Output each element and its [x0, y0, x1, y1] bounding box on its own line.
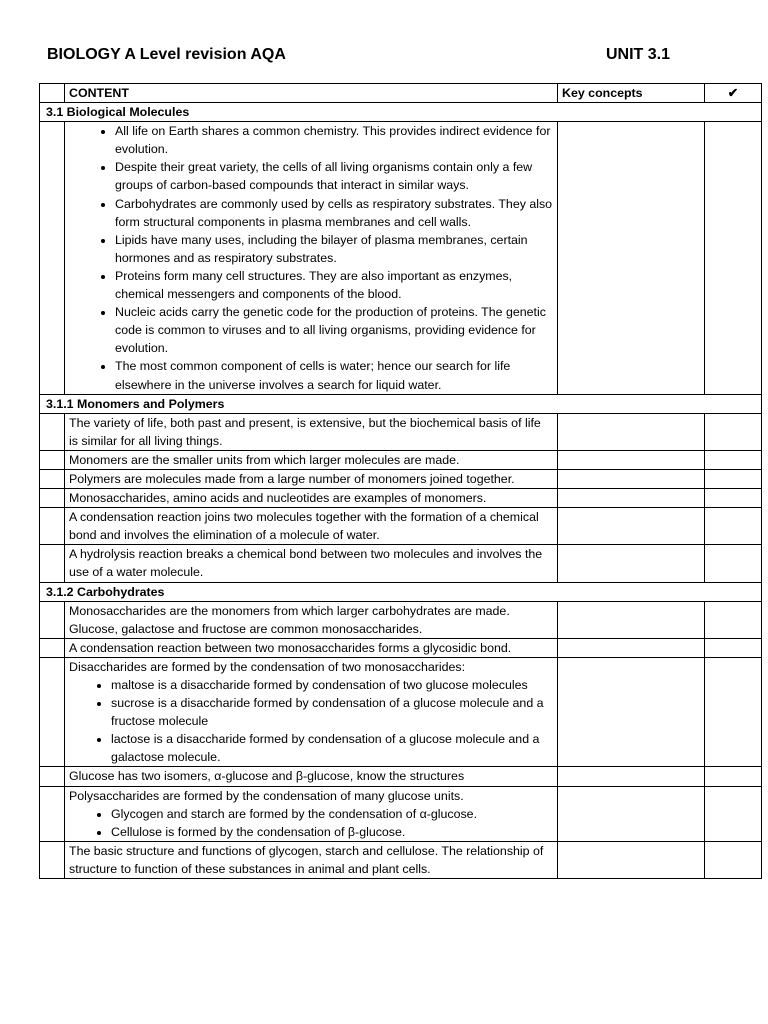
- content-cell: A condensation reaction between two monosaccharides forms a glycosidic bond.: [65, 638, 558, 657]
- table-row: [40, 450, 762, 469]
- header-key-concepts: Key concepts: [558, 84, 705, 103]
- content-cell: Monosaccharides, amino acids and nucleotides are examples of monomers.: [65, 489, 558, 508]
- list-item: • Lipids have many uses, including the bilayer of plasma membranes, certain hormones and as respiratory substrates.: [115, 231, 553, 267]
- section-title: 3.1 Biological Molecules: [40, 103, 762, 122]
- list-item: • Proteins form many cell structures. They are also important as enzymes, chemical messengers and components of the blood.: [115, 267, 553, 303]
- check-cell[interactable]: [705, 508, 762, 545]
- list-item: • Glycogen and starch are formed by the condensation of α-glucose.: [111, 805, 553, 823]
- key-concepts-cell[interactable]: [558, 545, 705, 582]
- content-cell: A hydrolysis reaction breaks a chemical bond between two molecules and involves the use of a water molecule.: [65, 545, 558, 582]
- table-row: [40, 122, 762, 394]
- list-item: • lactose is a disaccharide formed by condensation of a glucose molecule and a galactose molecule.: [111, 730, 553, 766]
- check-cell[interactable]: [705, 767, 762, 786]
- key-concepts-cell[interactable]: [558, 122, 705, 394]
- key-concepts-cell[interactable]: [558, 638, 705, 657]
- table-row: [40, 767, 762, 786]
- check-cell[interactable]: [705, 601, 762, 638]
- table-row: [40, 786, 762, 841]
- unit-label: UNIT 3.1: [606, 46, 671, 63]
- key-concepts-cell[interactable]: [558, 469, 705, 488]
- disaccharide-intro: Disaccharides are formed by the condensation of two monosaccharides:: [69, 659, 466, 674]
- content-cell: The basic structure and functions of glycogen, starch and cellulose. The relationship of structure to function of these substances in animal and plant cells.: [65, 841, 558, 878]
- list-item: • Nucleic acids carry the genetic code for the production of proteins. The genetic code is common to viruses and to all living organisms, providing evidence for evolution.: [115, 303, 553, 357]
- polysaccharide-intro: Polysaccharides are formed by the condensation of many glucose units.: [69, 788, 464, 803]
- revision-table: [39, 83, 762, 879]
- check-cell[interactable]: [705, 469, 762, 488]
- list-item: • All life on Earth shares a common chemistry. This provides indirect evidence for evolution.: [115, 122, 553, 158]
- check-cell[interactable]: [705, 545, 762, 582]
- table-row: [40, 657, 762, 767]
- check-cell[interactable]: [705, 413, 762, 450]
- list-item: • Cellulose is formed by the condensation of β-glucose.: [111, 823, 553, 841]
- key-concepts-cell[interactable]: [558, 450, 705, 469]
- check-cell[interactable]: [705, 638, 762, 657]
- content-cell: [65, 657, 558, 767]
- list-item: • maltose is a disaccharide formed by condensation of two glucose molecules: [111, 676, 553, 694]
- table-row: [40, 413, 762, 450]
- check-cell[interactable]: [705, 450, 762, 469]
- check-cell[interactable]: [705, 122, 762, 394]
- key-concepts-cell[interactable]: [558, 508, 705, 545]
- section-title: 3.1.1 Monomers and Polymers: [40, 394, 762, 413]
- header-content: CONTENT: [65, 84, 558, 103]
- key-concepts-cell[interactable]: [558, 657, 705, 767]
- list-item: • The most common component of cells is water; hence our search for life elsewhere in the universe involves a search for liquid water.: [115, 357, 553, 393]
- list-item: • Carbohydrates are commonly used by cells as respiratory substrates. They also form structural components in plasma membranes and cell walls.: [115, 195, 553, 231]
- key-concepts-cell[interactable]: [558, 786, 705, 841]
- table-row: [40, 638, 762, 657]
- table-row: [40, 545, 762, 582]
- check-cell[interactable]: [705, 489, 762, 508]
- content-cell: Polymers are molecules made from a large number of monomers joined together.: [65, 469, 558, 488]
- section-title: 3.1.2 Carbohydrates: [40, 582, 762, 601]
- table-row: [40, 489, 762, 508]
- list-item: • Despite their great variety, the cells of all living organisms contain only a few groups of carbon-based compounds that interact in similar ways.: [115, 158, 553, 194]
- content-cell: [65, 786, 558, 841]
- check-cell[interactable]: [705, 657, 762, 767]
- header-check-icon: ✔: [705, 84, 762, 103]
- content-cell: A condensation reaction joins two molecules together with the formation of a chemical bond and involves the elimination of a molecule of water.: [65, 508, 558, 545]
- key-concepts-cell[interactable]: [558, 767, 705, 786]
- content-cell: [65, 122, 558, 394]
- table-row: [40, 601, 762, 638]
- content-cell: Glucose has two isomers, α-glucose and β-glucose, know the structures: [65, 767, 558, 786]
- table-header-row: [40, 84, 762, 103]
- check-cell[interactable]: [705, 841, 762, 878]
- key-concepts-cell[interactable]: [558, 489, 705, 508]
- list-item: • sucrose is a disaccharide formed by condensation of a glucose molecule and a fructose molecule: [111, 694, 553, 730]
- section-heading-row: [40, 582, 762, 601]
- section-heading-row: [40, 394, 762, 413]
- header-empty-cell: [40, 84, 65, 103]
- table-row: [40, 841, 762, 878]
- section-heading-row: [40, 103, 762, 122]
- content-cell: The variety of life, both past and present, is extensive, but the biochemical basis of life is similar for all living things.: [65, 413, 558, 450]
- content-cell: Monomers are the smaller units from which larger molecules are made.: [65, 450, 558, 469]
- table-row: [40, 508, 762, 545]
- table-row: [40, 469, 762, 488]
- key-concepts-cell[interactable]: [558, 841, 705, 878]
- check-cell[interactable]: [705, 786, 762, 841]
- document-title: BIOLOGY A Level revision AQA: [47, 46, 286, 63]
- key-concepts-cell[interactable]: [558, 413, 705, 450]
- key-concepts-cell[interactable]: [558, 601, 705, 638]
- content-cell: Monosaccharides are the monomers from which larger carbohydrates are made. Glucose, galactose and fructose are common monosaccharides.: [65, 601, 558, 638]
